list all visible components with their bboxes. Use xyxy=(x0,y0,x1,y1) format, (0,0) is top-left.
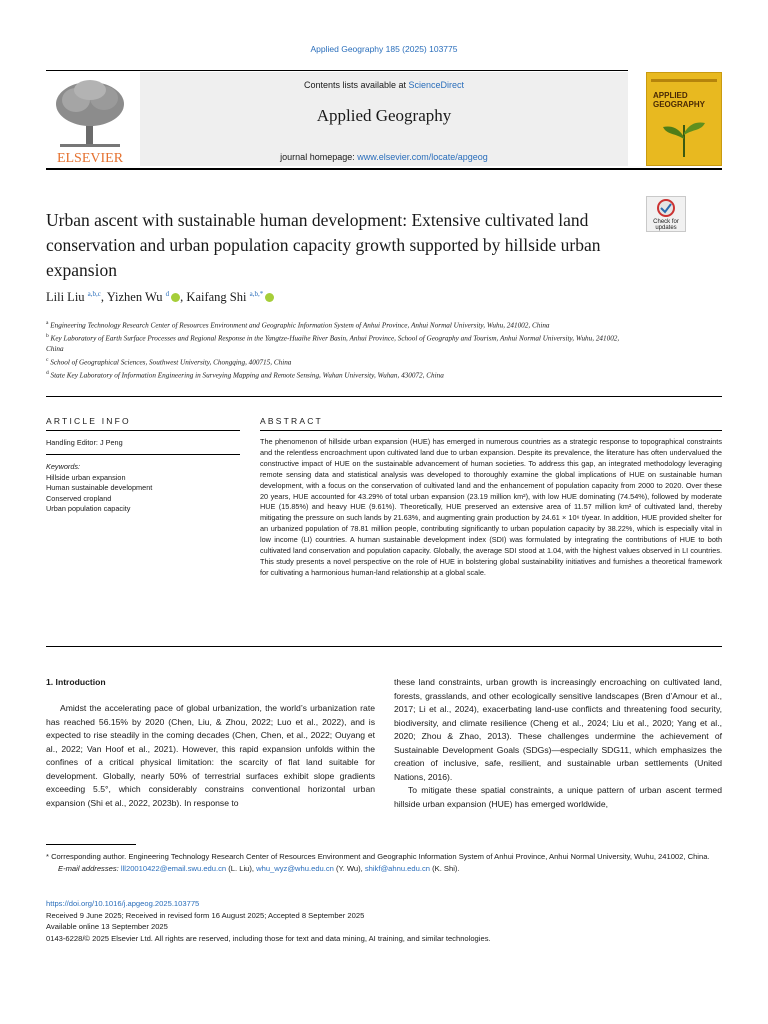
cover-plant-icon xyxy=(657,117,711,157)
article-info-heading: ARTICLE INFO xyxy=(46,416,131,426)
elsevier-tree-icon xyxy=(46,74,134,166)
journal-name: Applied Geography xyxy=(316,106,452,125)
homepage-link[interactable]: www.elsevier.com/locate/apgeog xyxy=(357,152,488,162)
keyword-item: Human sustainable development xyxy=(46,483,153,492)
orcid-icon[interactable] xyxy=(265,293,274,302)
keyword-item: Urban population capacity xyxy=(46,504,131,513)
body-paragraph: these land constraints, urban growth is increasingly encroaching on cultivated land, forests, grasslands, and other ecologically sensitive landscapes (Bren d’Amour et al., 2017; Li et al., 2024), exacerbating land-use conflicts and threatening food security, biodiversity, and climate resilience (Cheng et al., 2024; Liu et al., 2020; Yang et al., 2020; Zhou & Zhao, 2013). These challenges undermine the achievement of Sustainable Development Goals (SDGs)—especially SDG11, which emphasizes the creation of inclusive, safe, resilient, and sustainable urban settlements (United Nations, 2016). xyxy=(394,677,722,782)
doi-link[interactable]: https://doi.org/10.1016/j.apgeog.2025.103775 xyxy=(46,899,200,908)
body-column-right xyxy=(394,676,722,811)
author-list: Lili Liu $^{a,b,c}$, Yizhen Wu $^d$ , Kaifang Shi $^{a,b,*}$ xyxy=(46,290,274,305)
author-name[interactable]: Kaifang Shi xyxy=(186,290,247,305)
svg-text:ELSEVIER: ELSEVIER xyxy=(56,151,124,166)
paper-title: Urban ascent with sustainable human development: Extensive cultivated land conservation and urban population capacity growth supported by hillside urban expansion xyxy=(46,210,601,280)
copyright-notice: 0143-6228/© 2025 Elsevier Ltd. All rights are reserved, including those for text and data mining, AI training, and similar technologies. xyxy=(46,933,491,943)
abstract-heading: ABSTRACT xyxy=(260,416,323,426)
crossmark-icon xyxy=(656,199,676,217)
email-addresses: E-mail addresses: lll20010422@email.swu.edu.cn (L. Liu), whu_wyz@whu.edu.cn (Y. Wu), shikf@ahnu.edu.cn (K. Shi). xyxy=(58,863,460,873)
affiliation-item: $^a$ Engineering Technology Research Center of Resources Environment and Geographic Information System of Anhui Province, Anhui Normal University, Wuhu, 241002, China xyxy=(46,320,550,330)
received-dates: Received 9 June 2025; Received in revised form 16 August 2025; Accepted 8 September 2025 xyxy=(46,910,365,920)
header-rule-bottom xyxy=(46,168,722,170)
author-affil-sup[interactable]: d xyxy=(165,290,170,298)
cover-title: APPLIED GEOGRAPHY xyxy=(653,91,706,109)
cover-stripe xyxy=(651,79,717,82)
author-name[interactable]: Lili Liu xyxy=(46,290,85,305)
body-paragraph: To mitigate these spatial constraints, a unique pattern of urban ascent termed hillside urban expansion (HUE) has emerged worldwide, xyxy=(394,785,722,809)
affiliations xyxy=(46,318,636,382)
elsevier-logo[interactable] xyxy=(46,74,134,166)
abstract-bottom-rule xyxy=(46,646,722,647)
corresponding-author-note: * Corresponding author. Engineering Technology Research Center of Resources Environment and Geographic Information System of Anhui Province, Anhui Normal University, Wuhu, 241002, China. xyxy=(46,852,710,861)
article-info-rule xyxy=(46,430,240,431)
check-for-updates-badge[interactable]: Check for updates xyxy=(646,196,686,232)
keyword-item: Conserved cropland xyxy=(46,493,112,503)
author-name[interactable]: Yizhen Wu xyxy=(106,290,163,305)
introduction-heading: 1. Introduction xyxy=(46,677,106,687)
sciencedirect-link[interactable]: ScienceDirect xyxy=(408,80,465,90)
abstract-text xyxy=(260,437,722,579)
keyword-item: Hillside urban expansion xyxy=(46,472,126,482)
publication-info xyxy=(46,898,722,944)
author-affil-sup[interactable]: a,b,c xyxy=(87,290,101,298)
body-column-left xyxy=(46,702,375,810)
footnotes xyxy=(46,851,722,874)
journal-homepage: journal homepage: www.elsevier.com/locate/apgeog xyxy=(280,152,488,162)
email-link[interactable]: whu_wyz@whu.edu.cn xyxy=(256,863,334,873)
author-affil-sup[interactable]: a,b,* xyxy=(249,290,264,298)
section-rule xyxy=(46,396,722,397)
affiliation-item: $^c$ School of Geographical Sciences, Southwest University, Chongqing, 400715, China xyxy=(46,357,292,367)
email-link[interactable]: shikf@ahnu.edu.cn xyxy=(364,863,430,873)
available-online: Available online 13 September 2025 xyxy=(46,922,168,931)
keywords-label: Keywords: xyxy=(46,462,81,471)
body-paragraph: Amidst the accelerating pace of global urbanization, the world’s urbanization rate has reached 56.15% by 2020 (Chen, Liu, & Zhou, 2022; Luo et al., 2022), and is expected to rise steadily in the coming decades (Chen, Chen, et al., 2022; Ouyang et al., 2022; Van Hoof et al., 2021). However, this rapid expansion unfolds within the confines of a critical physical limitation: the scarcity of flat land suitable for development. Globally, nearly 50% of terrestrial surfaces exhibit slope gradients exceeding 5.5°, which considerably constrains conventional horizontal urban expansion (Shi et al., 2022, 2023b). In response to xyxy=(46,703,375,808)
handling-editor: Handling Editor: J Peng xyxy=(46,438,123,447)
affiliation-item: $^d$ State Key Laboratory of Information Engineering in Surveying Mapping and Remote Sensing, Wuhan University, Wuhan, 430072, China xyxy=(46,370,444,380)
orcid-icon[interactable] xyxy=(171,293,180,302)
keywords-block xyxy=(46,462,240,515)
journal-cover[interactable] xyxy=(646,72,722,166)
contents-line: Contents lists available at ScienceDirect xyxy=(303,80,465,90)
email-link[interactable]: lll20010422@email.swu.edu.cn xyxy=(120,863,227,873)
affiliation-item: $^b$ Key Laboratory of Earth Surface Processes and Regional Response in the Yangtze-Huaihe River Basin, Anhui Province, School of Geography and Tourism, Anhui Normal University, Wuhu, 241002, China xyxy=(46,333,620,354)
abstract-rule xyxy=(260,430,722,431)
journal-reference[interactable]: Applied Geography 185 (2025) 103775 xyxy=(310,44,458,54)
abstract-paragraph: The phenomenon of hillside urban expansion (HUE) has emerged in numerous countries as a strategic response to topographical constraints and the relentless encroachment upon cultivated land due to urban expansion. Despite its prevalence, the literature has often undervalued the constructive impact of HUE on the sustainable advancement of human societies. To address this gap, an integrated methodology leveraging remote sensing data and statistical analysis was developed to thoroughly examine the global implications of HUE on sustainable human development, with a focus on the conservation of cultivated land and the enhancement of population capacity from 2000 to 2020. Over these 20 years, HUE accounted for 43.29% of total urban expansion (23.19 million km²), with low HUE dominating (74.54%), followed by moderate HUE (15.85%) and heavy HUE (9.61%). Theoretically, HUE preserved an extensive area of 11.57 million km² of cultivated land, thereby mitigating the pressure on such lands by 21.63%, and augmenting grain production by 24.61 × 10⁶ t/year. In addition, HUE provided shelter for an urbanized population of 78.81 million people, contributing significantly to urban population capacity by 38.22%, which is especially vital in low income (LI) countries. A human sustainable development index (SDI) was formulated by integrating the contributions of HUE to both cultivated land conservation and population capacity. Globally, the average SDI stood at 1.04, with the highest values observed in LI countries. This study presents a novel perspective on the role of HUE in bolstering global sustainability initiatives and furnishes a theoretical framework for cultivating a harmonious human-land relationship at a global scale. xyxy=(260,437,722,577)
footnote-rule xyxy=(46,844,136,845)
article-info-rule xyxy=(46,454,240,455)
header-rule-top xyxy=(46,70,628,71)
